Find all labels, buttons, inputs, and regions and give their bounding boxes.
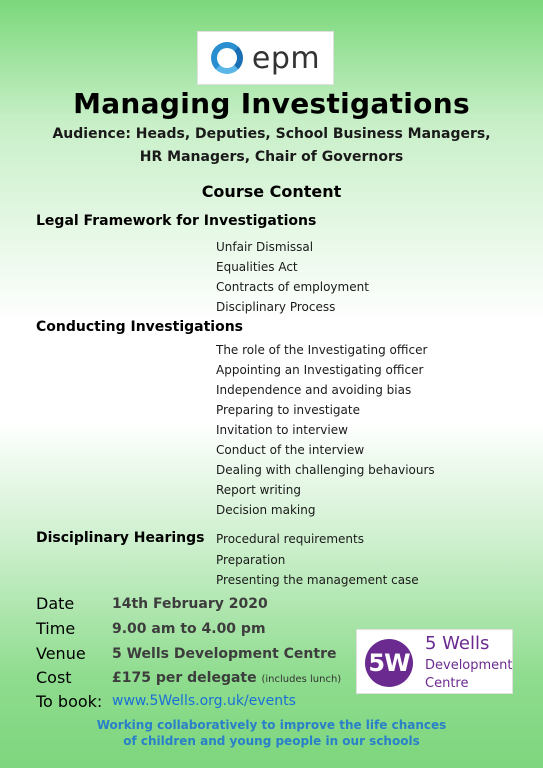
audience-line-2: HR Managers, Chair of Governors: [139, 149, 404, 165]
list-item: Disciplinary Process: [216, 300, 336, 314]
epm-ring-icon: [211, 42, 243, 74]
date-value: 14th February 2020: [112, 596, 268, 612]
booking-link[interactable]: www.5Wells.org.uk/events: [112, 693, 296, 709]
list-item: Dealing with challenging behaviours: [216, 463, 435, 477]
list-item: Decision making: [216, 503, 316, 517]
list-item: Equalities Act: [216, 260, 298, 274]
cost-label: Cost: [36, 668, 72, 687]
footer-line-1: Working collaboratively to improve the life chances: [96, 718, 447, 732]
list-item: Appointing an Investigating officer: [216, 363, 424, 377]
section-heading-legal-framework: Legal Framework for Investigations: [36, 213, 317, 229]
five-wells-mark-icon: 5W: [365, 639, 413, 687]
list-item: Conduct of the interview: [216, 443, 365, 457]
five-wells-subtitle-1: Development: [425, 658, 513, 673]
section-heading-conducting-investigations: Conducting Investigations: [36, 319, 243, 335]
venue-label: Venue: [36, 644, 86, 663]
epm-logo-text: epm: [251, 40, 321, 76]
list-item: Procedural requirements: [216, 532, 364, 546]
book-label: To book:: [36, 692, 103, 711]
list-item: Contracts of employment: [216, 280, 369, 294]
list-item: Unfair Dismissal: [216, 240, 314, 254]
list-item: Invitation to interview: [216, 423, 348, 437]
time-value: 9.00 am to 4.00 pm: [112, 621, 266, 637]
five-wells-logo: [356, 629, 513, 694]
section-heading-disciplinary-hearings: Disciplinary Hearings: [36, 530, 205, 546]
footer-line-2: of children and young people in our schools: [123, 734, 420, 748]
list-item: Independence and avoiding bias: [216, 383, 412, 397]
cost-note: (includes lunch): [261, 674, 342, 685]
list-item: Preparation: [216, 553, 286, 567]
cost-amount: £175 per delegate: [112, 670, 257, 686]
time-label: Time: [36, 619, 76, 638]
five-wells-subtitle-2: Centre: [425, 676, 469, 691]
epm-logo: [197, 31, 334, 85]
page-title: Managing Investigations: [73, 87, 470, 120]
date-label: Date: [36, 594, 75, 613]
venue-value: 5 Wells Development Centre: [112, 646, 337, 662]
cost-value: [112, 670, 341, 686]
list-item: Presenting the management case: [216, 573, 419, 587]
list-item: The role of the Investigating officer: [216, 343, 428, 357]
list-item: Preparing to investigate: [216, 403, 360, 417]
list-item: Report writing: [216, 483, 301, 497]
five-wells-name: 5 Wells: [425, 633, 490, 654]
course-content-heading: Course Content: [201, 182, 342, 201]
audience-line-1: Audience: Heads, Deputies, School Business Managers,: [52, 126, 491, 142]
